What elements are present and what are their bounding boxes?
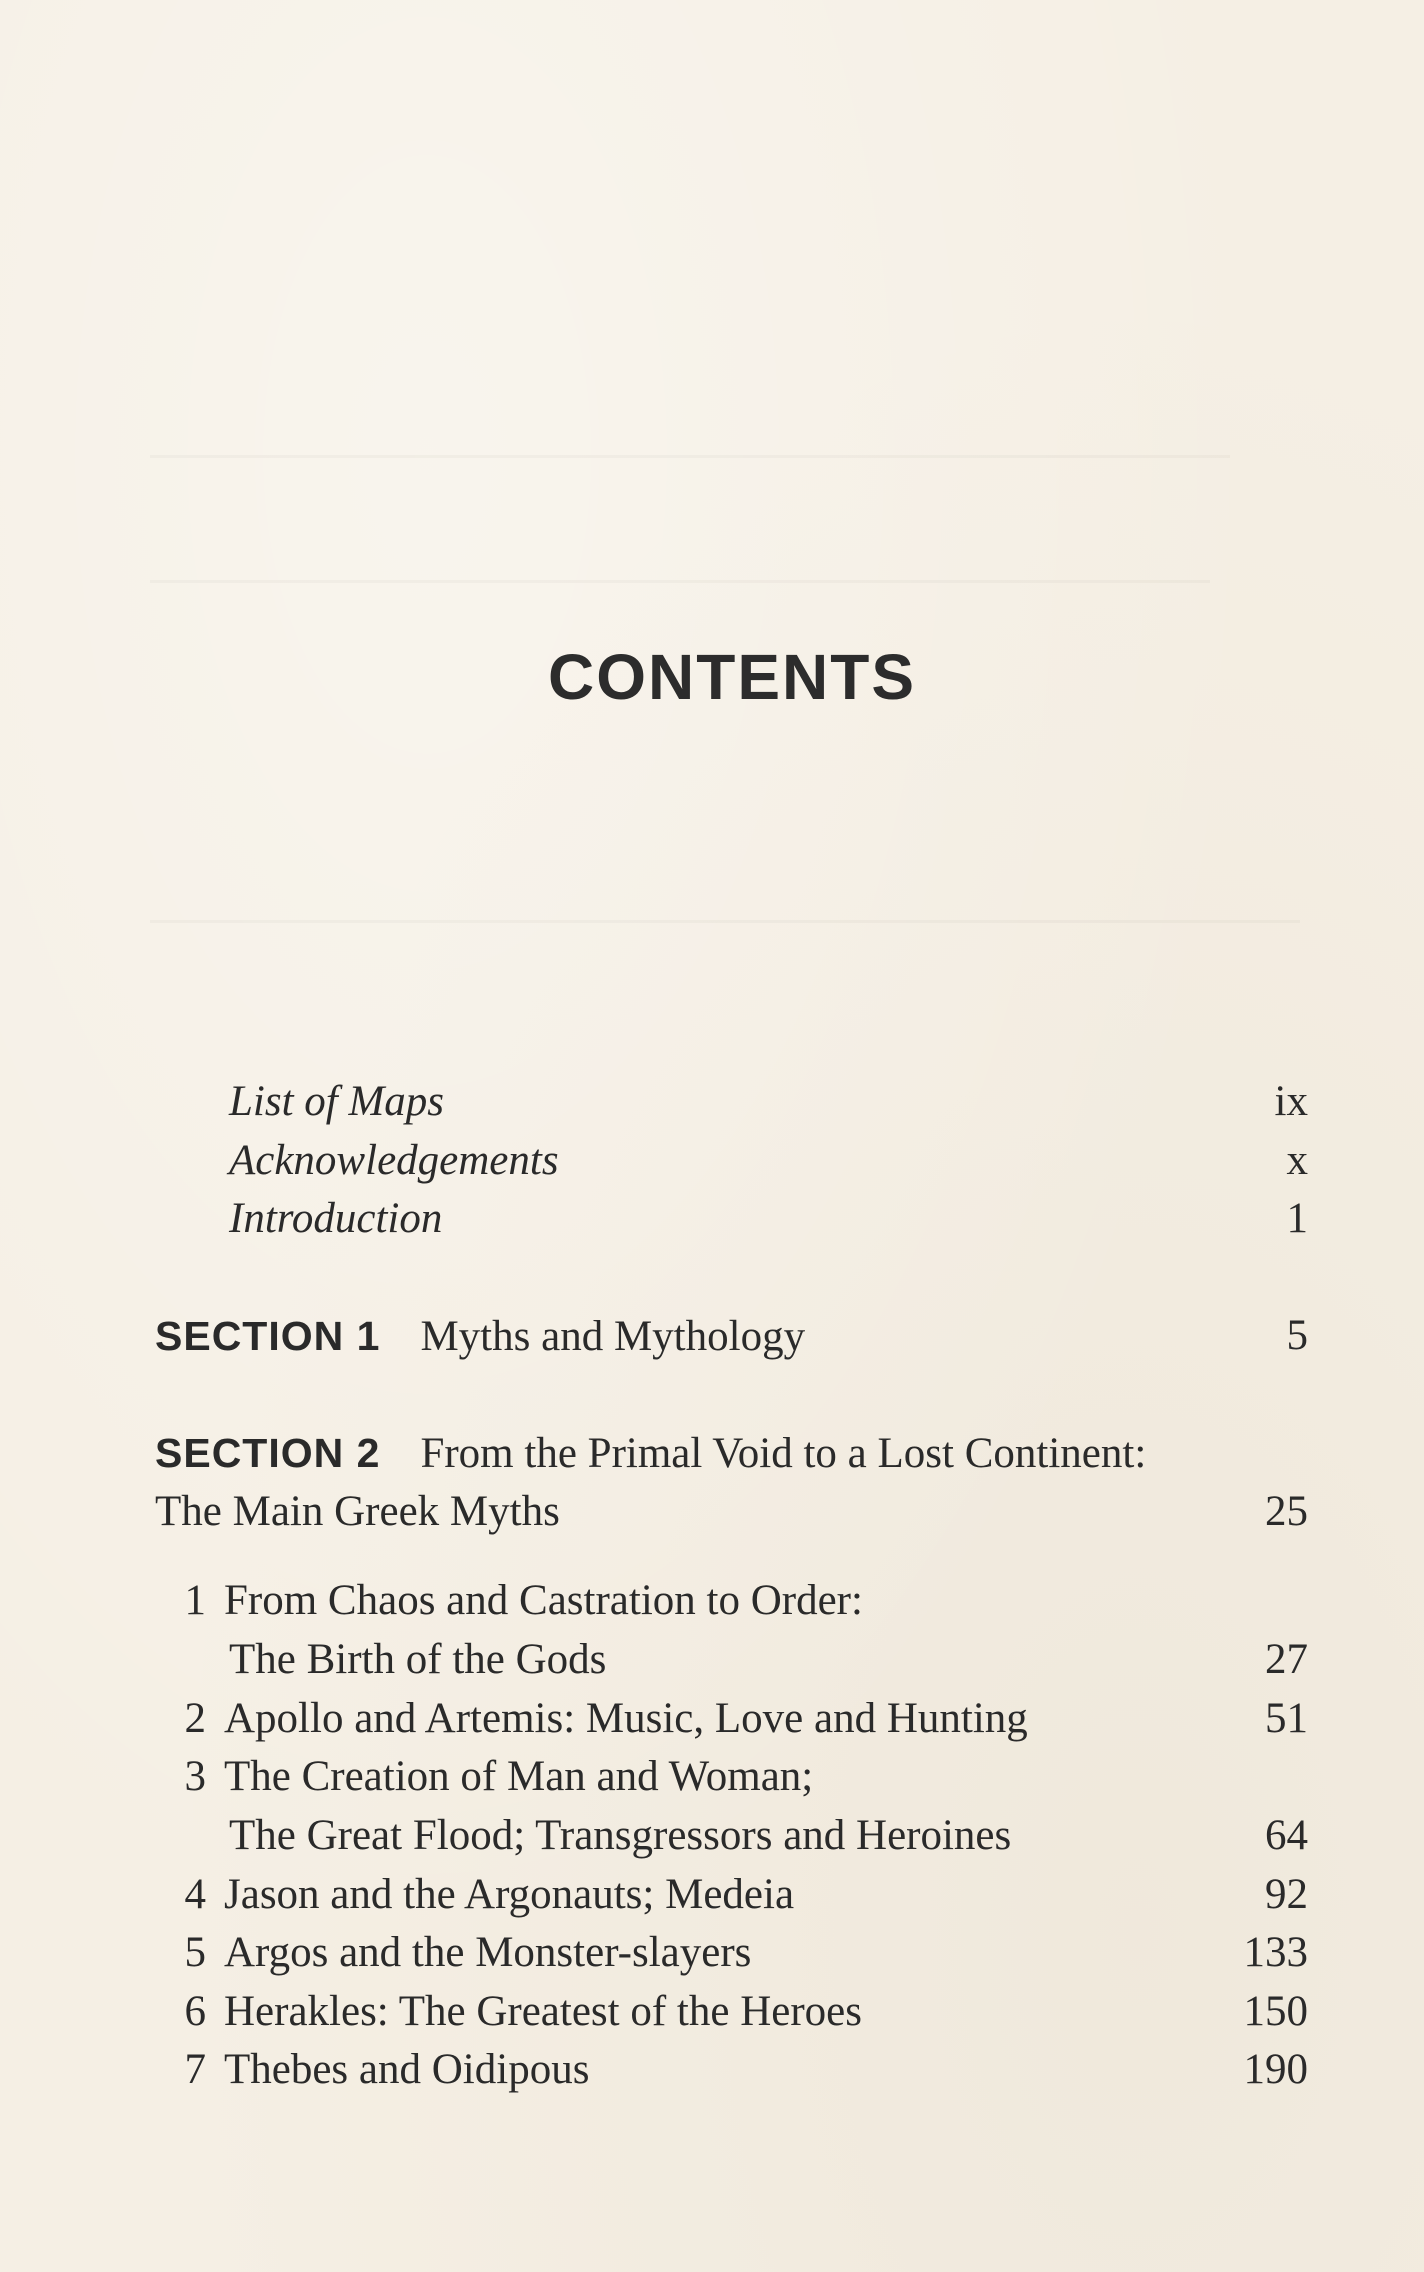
chapter-title: Jason and the Argonauts; Medeia [224, 1871, 795, 1918]
section-heading [155, 1306, 805, 1367]
section-title: Myths and Mythology [420, 1313, 806, 1360]
chapter-number: 2 [184, 1695, 206, 1742]
toc-entry-label: List of Maps [229, 1078, 445, 1125]
toc-entry-list-of-maps [0, 1072, 1424, 1132]
toc-section-2-line2 [0, 1482, 1424, 1542]
chapter-number: 3 [184, 1753, 206, 1800]
section-label: SECTION 2 [155, 1430, 381, 1476]
chapter-title: Herakles: The Greatest of the Heroes [224, 1988, 862, 2035]
toc-chapter-4 [0, 1865, 1424, 1925]
section-heading [155, 1423, 1146, 1484]
chapter-title: From Chaos and Castration to Order: [224, 1577, 863, 1624]
chapter-number: 7 [184, 2046, 206, 2093]
page-title: CONTENTS [548, 641, 916, 713]
toc-section-1 [0, 1306, 1424, 1366]
toc-chapter-3-cont [0, 1806, 1424, 1866]
chapter-title-continued: The Great Flood; Transgressors and Heroines [229, 1812, 1012, 1859]
show-through-line [150, 920, 1300, 923]
chapter-title: The Creation of Man and Woman; [224, 1753, 814, 1800]
section-title: From the Primal Void to a Lost Continent: [420, 1430, 1147, 1477]
toc-chapter-1-cont [0, 1630, 1424, 1690]
section-label: SECTION 1 [155, 1313, 381, 1359]
toc-entry-page: ix [1274, 1078, 1308, 1125]
chapter-title: Thebes and Oidipous [224, 2046, 590, 2093]
toc-chapter-3 [0, 1747, 1424, 1807]
toc-chapter-7 [0, 2040, 1424, 2100]
toc-entry-page: 1 [1286, 1195, 1308, 1242]
toc-entry-page: 51 [1265, 1695, 1308, 1742]
section-subtitle: The Main Greek Myths [155, 1488, 560, 1535]
toc-entry-page: 5 [1286, 1312, 1308, 1359]
toc-entry-page: 64 [1265, 1812, 1308, 1859]
toc-chapter-5 [0, 1923, 1424, 1983]
toc-chapter-1 [0, 1571, 1424, 1631]
toc-entry-page: 190 [1243, 2046, 1308, 2093]
toc-entry-introduction [0, 1189, 1424, 1249]
chapter-title-continued: The Birth of the Gods [229, 1636, 607, 1683]
toc-section-2-line1 [0, 1423, 1424, 1483]
chapter-number: 5 [184, 1929, 206, 1976]
toc-entry-label: Acknowledgements [229, 1137, 559, 1184]
toc-entry-page: 150 [1243, 1988, 1308, 2035]
toc-entry-page: 25 [1265, 1488, 1308, 1535]
chapter-title: Apollo and Artemis: Music, Love and Hunting [224, 1695, 1028, 1742]
show-through-line [150, 455, 1230, 458]
toc-entry-page: 27 [1265, 1636, 1308, 1683]
toc-entry-page: 92 [1265, 1871, 1308, 1918]
toc-entry-page: 133 [1243, 1929, 1308, 1976]
chapter-number: 6 [184, 1988, 206, 2035]
show-through-line [150, 580, 1210, 583]
toc-entry-acknowledgements [0, 1131, 1424, 1191]
chapter-title: Argos and the Monster-slayers [224, 1929, 752, 1976]
toc-entry-page: x [1286, 1137, 1308, 1184]
chapter-number: 1 [184, 1577, 206, 1624]
toc-chapter-2 [0, 1689, 1424, 1749]
chapter-number: 4 [184, 1871, 206, 1918]
toc-chapter-6 [0, 1982, 1424, 2042]
toc-entry-label: Introduction [229, 1195, 443, 1242]
